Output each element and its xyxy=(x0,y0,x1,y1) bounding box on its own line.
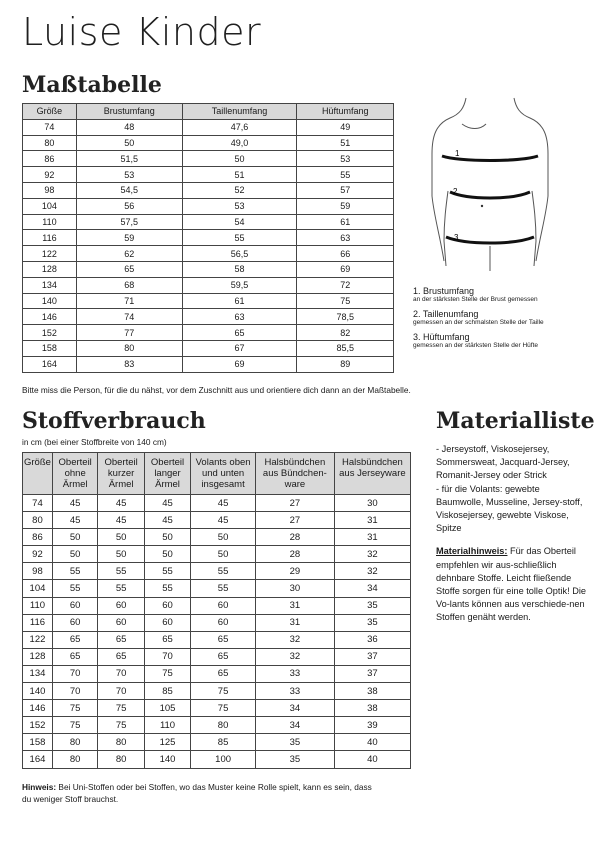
table-cell: 63 xyxy=(297,230,394,246)
waist-measure-line xyxy=(450,192,530,198)
table-cell: 80 xyxy=(191,717,256,734)
table-cell: 32 xyxy=(334,546,410,563)
table-cell: 29 xyxy=(255,563,334,580)
table-cell: 140 xyxy=(23,293,77,309)
figure-right-hip xyxy=(532,191,536,266)
table-cell: 110 xyxy=(23,214,77,230)
table-cell: 63 xyxy=(182,309,297,325)
table-cell: 59 xyxy=(297,198,394,214)
table-cell: 50 xyxy=(144,529,190,546)
table-cell: 35 xyxy=(255,734,334,751)
table-cell: 49 xyxy=(297,119,394,135)
legend-item xyxy=(413,286,593,303)
table-cell: 34 xyxy=(334,580,410,597)
table-cell: 116 xyxy=(23,230,77,246)
table-cell: 122 xyxy=(23,631,53,648)
figure-navel xyxy=(481,205,483,207)
table-cell: 55 xyxy=(297,167,394,183)
table-row xyxy=(23,356,394,372)
table-cell: 89 xyxy=(297,356,394,372)
table-row xyxy=(23,246,394,262)
table-cell: 27 xyxy=(255,495,334,512)
table-row xyxy=(23,214,394,230)
table-cell: 55 xyxy=(52,580,97,597)
table-cell: 38 xyxy=(334,683,410,700)
table-cell: 45 xyxy=(98,495,144,512)
table-cell: 45 xyxy=(52,495,97,512)
table-cell: 65 xyxy=(76,261,182,277)
table-cell: 74 xyxy=(76,309,182,325)
table-cell: 55 xyxy=(191,580,256,597)
table-row xyxy=(23,261,394,277)
table-row xyxy=(23,167,394,183)
figure-left-outline xyxy=(432,98,466,196)
table-cell: 67 xyxy=(182,340,297,356)
hip-measure-line xyxy=(446,237,534,243)
table-cell: 38 xyxy=(334,700,410,717)
table-cell: 70 xyxy=(144,648,190,665)
table-row xyxy=(23,597,411,614)
table-cell: 51 xyxy=(297,135,394,151)
table-cell: 31 xyxy=(334,529,410,546)
table-cell: 158 xyxy=(23,340,77,356)
table-cell: 122 xyxy=(23,246,77,262)
table-cell: 128 xyxy=(23,648,53,665)
table-cell: 80 xyxy=(76,340,182,356)
table-cell: 70 xyxy=(52,665,97,682)
table-cell: 45 xyxy=(52,512,97,529)
table-cell: 98 xyxy=(23,563,53,580)
table-cell: 32 xyxy=(255,648,334,665)
table-row xyxy=(23,340,394,356)
table-cell: 70 xyxy=(98,665,144,682)
table-cell: 50 xyxy=(182,151,297,167)
table-cell: 35 xyxy=(334,597,410,614)
table-row xyxy=(23,135,394,151)
fabric-title: Stoffverbrauch xyxy=(22,408,206,434)
materials-hint-label: Materialhinweis: xyxy=(436,546,508,557)
table-row xyxy=(23,717,411,734)
table-cell: 55 xyxy=(191,563,256,580)
table-cell: 125 xyxy=(144,734,190,751)
table-cell: 77 xyxy=(76,325,182,341)
table-cell: 51 xyxy=(182,167,297,183)
table-cell: 86 xyxy=(23,151,77,167)
table-row xyxy=(23,734,411,751)
table-cell: 80 xyxy=(23,135,77,151)
table-cell: 80 xyxy=(23,512,53,529)
table-cell: 146 xyxy=(23,309,77,325)
table-cell: 85 xyxy=(144,683,190,700)
table-cell: 128 xyxy=(23,261,77,277)
table-cell: 55 xyxy=(98,563,144,580)
table-cell: 50 xyxy=(98,546,144,563)
legend-desc: gemessen an der stärksten Stelle der Hüfte xyxy=(413,342,539,349)
table-cell: 72 xyxy=(297,277,394,293)
table-cell: 158 xyxy=(23,734,53,751)
table-cell: 50 xyxy=(98,529,144,546)
materials-title: Materialliste xyxy=(436,408,595,434)
table-cell: 75 xyxy=(191,683,256,700)
legend-title: 2. Taillenumfang xyxy=(413,309,479,319)
table-cell: 55 xyxy=(182,230,297,246)
table-cell: 59,5 xyxy=(182,277,297,293)
table-cell: 152 xyxy=(23,325,77,341)
mark-1: 1 xyxy=(455,149,460,158)
mark-2: 2 xyxy=(453,187,458,196)
table-cell: 92 xyxy=(23,546,53,563)
table-cell: 54 xyxy=(182,214,297,230)
table-cell: 74 xyxy=(23,495,53,512)
table-cell: 60 xyxy=(52,614,97,631)
table-cell: 57 xyxy=(297,182,394,198)
figure-left-hip xyxy=(444,191,448,266)
table-cell: 85,5 xyxy=(297,340,394,356)
table-cell: 152 xyxy=(23,717,53,734)
table-cell: 45 xyxy=(144,495,190,512)
table-cell: 49,0 xyxy=(182,135,297,151)
table-cell: 50 xyxy=(76,135,182,151)
table-cell: 75 xyxy=(52,717,97,734)
table-cell: 65 xyxy=(191,648,256,665)
table-cell: 40 xyxy=(334,751,410,768)
table-cell: 35 xyxy=(334,614,410,631)
table-cell: 55 xyxy=(144,563,190,580)
table-cell: 140 xyxy=(144,751,190,768)
material-item: - Jerseystoff, Viskosejersey, Sommersweat, Jacquard-Jersey, Romanit-Jersey oder Strick xyxy=(436,444,570,481)
table-cell: 56 xyxy=(76,198,182,214)
table-row xyxy=(23,700,411,717)
table-cell: 116 xyxy=(23,614,53,631)
table-cell: 53 xyxy=(182,198,297,214)
table-cell: 65 xyxy=(191,665,256,682)
table-row xyxy=(23,119,394,135)
table-cell: 65 xyxy=(98,631,144,648)
table-row xyxy=(23,293,394,309)
legend-item xyxy=(413,332,593,349)
table-cell: 86 xyxy=(23,529,53,546)
figure-right-outline xyxy=(514,98,548,196)
table-cell: 104 xyxy=(23,198,77,214)
table-cell: 104 xyxy=(23,580,53,597)
table-row xyxy=(23,648,411,665)
table-cell: 134 xyxy=(23,277,77,293)
table-row xyxy=(23,495,411,512)
table-cell: 30 xyxy=(334,495,410,512)
table-cell: 28 xyxy=(255,529,334,546)
table-cell: 164 xyxy=(23,751,53,768)
table-cell: 75 xyxy=(297,293,394,309)
materials-hint xyxy=(436,545,586,624)
table-cell: 62 xyxy=(76,246,182,262)
table-cell: 56,5 xyxy=(182,246,297,262)
table-cell: 58 xyxy=(182,261,297,277)
table-row xyxy=(23,683,411,700)
fabric-table-header: Oberteil langer Ärmel xyxy=(144,453,190,495)
table-cell: 83 xyxy=(76,356,182,372)
table-cell: 50 xyxy=(52,529,97,546)
legend-title: 3. Hüftumfang xyxy=(413,332,470,342)
table-cell: 60 xyxy=(144,614,190,631)
table-row xyxy=(23,325,394,341)
legend-desc: gemessen an der schmalsten Stelle der Taille xyxy=(413,319,544,326)
fabric-table-header: Oberteil ohne Ärmel xyxy=(52,453,97,495)
table-cell: 85 xyxy=(191,734,256,751)
table-cell: 55 xyxy=(52,563,97,580)
table-cell: 31 xyxy=(334,512,410,529)
size-table-title: Maßtabelle xyxy=(22,72,162,98)
table-cell: 32 xyxy=(334,563,410,580)
size-table-header: Hüftumfang xyxy=(297,104,394,120)
table-cell: 71 xyxy=(76,293,182,309)
table-cell: 34 xyxy=(255,717,334,734)
body-measurement-figure xyxy=(420,96,560,276)
table-cell: 35 xyxy=(255,751,334,768)
table-cell: 65 xyxy=(98,648,144,665)
table-row xyxy=(23,529,411,546)
table-cell: 45 xyxy=(98,512,144,529)
table-cell: 65 xyxy=(52,631,97,648)
table-cell: 51,5 xyxy=(76,151,182,167)
table-cell: 53 xyxy=(297,151,394,167)
table-cell: 50 xyxy=(144,546,190,563)
measurement-legend xyxy=(413,286,593,349)
table-cell: 48 xyxy=(76,119,182,135)
table-cell: 110 xyxy=(144,717,190,734)
brand-logo: Luise Kinder xyxy=(22,10,262,54)
table-cell: 80 xyxy=(98,751,144,768)
table-cell: 105 xyxy=(144,700,190,717)
table-cell: 50 xyxy=(52,546,97,563)
table-cell: 75 xyxy=(191,700,256,717)
materials-hint-text: Für das Oberteil empfehlen wir aus-schließlich dehnbare Stoffe. Leicht fließende Stoffe sorgen für eine tolle Optik! Die Vo-lants können aus verschiede-nen Stoffen genäht werden. xyxy=(436,546,586,623)
size-table-header: Brustumfang xyxy=(76,104,182,120)
table-cell: 60 xyxy=(191,597,256,614)
fabric-table-header: Oberteil kurzer Ärmel xyxy=(98,453,144,495)
fabric-table-header: Volants oben und unten insgesamt xyxy=(191,453,256,495)
figure-right-arm xyxy=(536,196,548,261)
table-cell: 80 xyxy=(98,734,144,751)
table-cell: 69 xyxy=(182,356,297,372)
fabric-table-header: Halsbündchen aus Jerseyware xyxy=(334,453,410,495)
table-cell: 45 xyxy=(144,512,190,529)
table-row xyxy=(23,546,411,563)
table-cell: 65 xyxy=(182,325,297,341)
table-cell: 61 xyxy=(182,293,297,309)
table-cell: 50 xyxy=(191,529,256,546)
table-row xyxy=(23,751,411,768)
table-cell: 45 xyxy=(191,495,256,512)
table-cell: 45 xyxy=(191,512,256,529)
table-cell: 65 xyxy=(191,631,256,648)
table-cell: 74 xyxy=(23,119,77,135)
mark-3: 3 xyxy=(454,233,459,242)
table-row xyxy=(23,580,411,597)
table-cell: 61 xyxy=(297,214,394,230)
table-row xyxy=(23,151,394,167)
figure-left-arm xyxy=(432,196,444,261)
table-cell: 78,5 xyxy=(297,309,394,325)
table-row xyxy=(23,309,394,325)
table-cell: 40 xyxy=(334,734,410,751)
table-cell: 32 xyxy=(255,631,334,648)
table-cell: 98 xyxy=(23,182,77,198)
table-cell: 80 xyxy=(52,734,97,751)
table-cell: 30 xyxy=(255,580,334,597)
table-row xyxy=(23,614,411,631)
fabric-table xyxy=(22,452,411,769)
table-cell: 31 xyxy=(255,614,334,631)
table-cell: 37 xyxy=(334,665,410,682)
table-row xyxy=(23,665,411,682)
legend-desc: an der stärksten Stelle der Brust gemessen xyxy=(413,296,538,303)
table-row xyxy=(23,563,411,580)
table-cell: 27 xyxy=(255,512,334,529)
table-cell: 31 xyxy=(255,597,334,614)
figure-chest-line xyxy=(462,124,486,129)
legend-title: 1. Brustumfang xyxy=(413,286,475,296)
table-cell: 47,6 xyxy=(182,119,297,135)
table-cell: 66 xyxy=(297,246,394,262)
size-table xyxy=(22,103,394,373)
materials-list xyxy=(436,443,586,625)
table-cell: 100 xyxy=(191,751,256,768)
table-cell: 75 xyxy=(98,717,144,734)
table-cell: 65 xyxy=(52,648,97,665)
table-cell: 164 xyxy=(23,356,77,372)
table-cell: 50 xyxy=(191,546,256,563)
table-cell: 36 xyxy=(334,631,410,648)
table-row xyxy=(23,182,394,198)
table-cell: 59 xyxy=(76,230,182,246)
table-cell: 80 xyxy=(52,751,97,768)
table-cell: 57,5 xyxy=(76,214,182,230)
table-cell: 33 xyxy=(255,683,334,700)
fabric-hint-text: Bei Uni-Stoffen oder bei Stoffen, wo das Muster keine Rolle spielt, kann es sein, dass du weniger Stoff brauchst. xyxy=(22,782,372,804)
table-cell: 75 xyxy=(144,665,190,682)
fabric-hint-label: Hinweis: xyxy=(22,782,57,792)
table-cell: 33 xyxy=(255,665,334,682)
size-table-note: Bitte miss die Person, für die du nähst, vor dem Zuschnitt aus und orientiere dich dann an der Maßtabelle. xyxy=(22,385,411,395)
table-cell: 37 xyxy=(334,648,410,665)
table-cell: 28 xyxy=(255,546,334,563)
table-row xyxy=(23,631,411,648)
table-cell: 52 xyxy=(182,182,297,198)
table-cell: 60 xyxy=(144,597,190,614)
table-cell: 134 xyxy=(23,665,53,682)
table-cell: 55 xyxy=(144,580,190,597)
table-cell: 146 xyxy=(23,700,53,717)
size-table-header: Taillenumfang xyxy=(182,104,297,120)
table-cell: 70 xyxy=(98,683,144,700)
table-row xyxy=(23,198,394,214)
table-cell: 70 xyxy=(52,683,97,700)
material-item: - für die Volants: gewebte Baumwolle, Musseline, Jersey-stoff, Viskosejersey, gewebte Viskose, Spitze xyxy=(436,483,583,534)
table-cell: 92 xyxy=(23,167,77,183)
table-cell: 60 xyxy=(98,614,144,631)
legend-item xyxy=(413,309,593,326)
table-cell: 110 xyxy=(23,597,53,614)
table-row xyxy=(23,277,394,293)
table-cell: 60 xyxy=(98,597,144,614)
fabric-table-header: Größe xyxy=(23,453,53,495)
table-cell: 75 xyxy=(98,700,144,717)
size-table-header: Größe xyxy=(23,104,77,120)
table-cell: 60 xyxy=(52,597,97,614)
table-cell: 75 xyxy=(52,700,97,717)
table-cell: 69 xyxy=(297,261,394,277)
table-cell: 68 xyxy=(76,277,182,293)
table-cell: 54,5 xyxy=(76,182,182,198)
table-cell: 53 xyxy=(76,167,182,183)
fabric-hint xyxy=(22,781,382,805)
table-cell: 55 xyxy=(98,580,144,597)
table-cell: 140 xyxy=(23,683,53,700)
table-row xyxy=(23,230,394,246)
table-cell: 65 xyxy=(144,631,190,648)
fabric-subtitle: in cm (bei einer Stoffbreite von 140 cm) xyxy=(22,437,167,447)
table-cell: 39 xyxy=(334,717,410,734)
table-cell: 60 xyxy=(191,614,256,631)
table-cell: 34 xyxy=(255,700,334,717)
table-cell: 82 xyxy=(297,325,394,341)
fabric-table-header: Halsbündchen aus Bündchenware xyxy=(255,453,334,495)
table-row xyxy=(23,512,411,529)
